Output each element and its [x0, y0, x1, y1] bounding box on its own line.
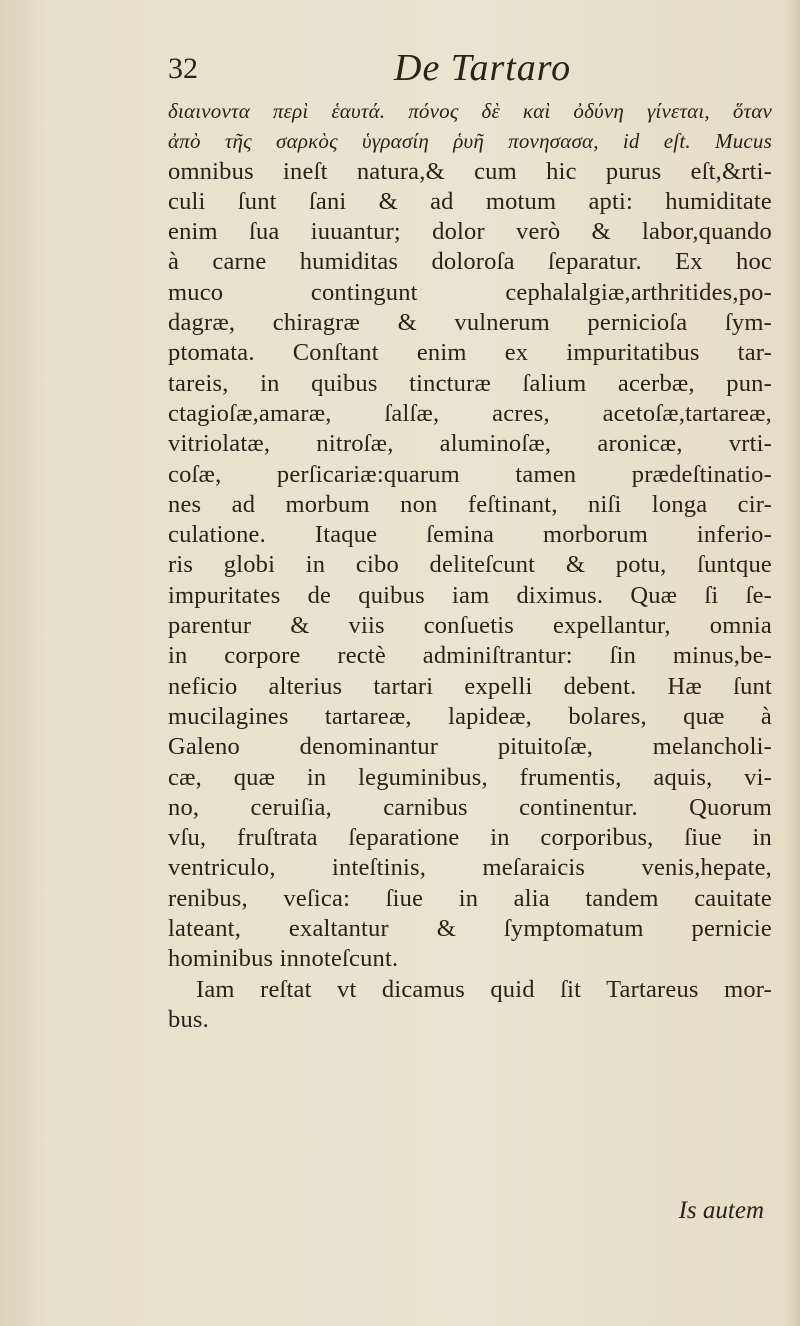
text-line: muco contingunt cephalalgiæ,arthritides,po-: [168, 278, 772, 306]
text-line: ptomata. Conſtant enim ex impuritatibus tar-: [168, 339, 772, 367]
page-header: [168, 46, 748, 96]
text-line: renibus, veſica: ſiue in alia tandem cauitate: [168, 884, 772, 912]
text-line: à carne humiditas doloroſa ſeparatur. Ex hoc: [168, 248, 772, 276]
text-line: parentur & viis conſuetis expellantur, omnia: [168, 612, 772, 640]
text-line: impuritates de quibus iam diximus. Quæ ſi ſe-: [168, 581, 772, 609]
text-line: hominibus innoteſcunt.: [168, 945, 399, 973]
text-line: ris globi in cibo deliteſcunt & potu, ſuntque: [168, 551, 772, 579]
text-line: omnibus ineſt natura,& cum hic purus eſt,&rti-: [168, 157, 772, 185]
text-line: enim ſua iuuantur; dolor verò & labor,quando: [168, 218, 772, 246]
text-line: dagræ, chiragræ & vulnerum pernicioſa ſym-: [168, 309, 772, 337]
text-line: vſu, fruſtrata ſeparatione in corporibus, ſiue in: [168, 824, 772, 852]
text-line: nes ad morbum non feſtinant, niſi longa cir-: [168, 490, 772, 518]
text-line: ventriculo, inteſtinis, meſaraicis venis,hepate,: [168, 854, 772, 882]
text-line: culi ſunt ſani & ad motum apti: humiditate: [168, 187, 772, 215]
catchword: Is autem: [678, 1197, 764, 1224]
text-line: lateant, exaltantur & ſymptomatum pernicie: [168, 915, 772, 943]
page-edge-stain: [786, 0, 800, 1326]
final-paragraph-line: bus.: [168, 1005, 209, 1033]
text-line: vitriolatæ, nitroſæ, aluminoſæ, aronicæ, vrti-: [168, 430, 772, 458]
text-line: tareis, in quibus tincturæ ſalium acerbæ, pun-: [168, 369, 772, 397]
text-line: cæ, quæ in leguminibus, frumentis, aquis, vi-: [168, 763, 772, 791]
body-text: [168, 96, 772, 1035]
text-line: in corpore rectè adminiſtrantur: ſin minus,be-: [168, 642, 772, 670]
text-line: coſæ, perſicariæ:quarum tamen prædeſtinatio-: [168, 460, 772, 488]
page-number: 32: [168, 52, 198, 85]
text-line: mucilagines tartareæ, lapideæ, bolares, quæ à: [168, 702, 772, 730]
running-title: De Tartaro: [394, 47, 572, 89]
final-paragraph-line: Iam reſtat vt dicamus quid ſit Tartareus mor-: [196, 975, 772, 1003]
text-line: Galeno denominantur pituitoſæ, melancholi-: [168, 733, 772, 761]
footer: [168, 1197, 772, 1237]
text-line: ἀπὸ τῆς σαρκὸς ὑγρασίη ῥυῆ πονησασα, id eſt. Mucus: [168, 129, 772, 154]
text-line: ctagioſæ,amaræ, ſalſæ, acres, acetoſæ,tartareæ,: [168, 399, 772, 427]
text-line: διαινοντα περὶ ἑαυτά. πόνος δὲ καὶ ὀδύνη γίνεται, ὅταν: [168, 99, 772, 123]
text-line: culatione. Itaque ſemina morborum inferio-: [168, 521, 772, 549]
text-line: neficio alterius tartari expelli debent. Hæ ſunt: [168, 672, 772, 700]
text-line: no, ceruiſia, carnibus continentur. Quorum: [168, 793, 772, 821]
